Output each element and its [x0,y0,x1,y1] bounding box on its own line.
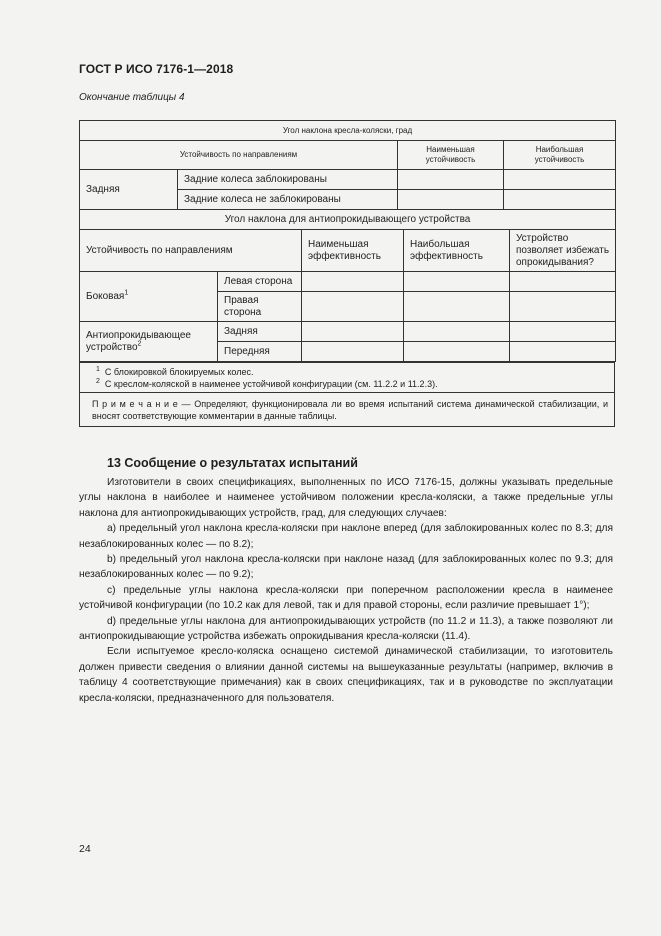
table1-cell [504,170,616,190]
section-heading: 13 Сообщение о результатах испытаний [107,456,358,470]
footnotes-block [80,363,615,393]
table1-cell [398,190,504,210]
table1-rear-unlocked: Задние колеса не заблокированы [178,190,398,210]
table2-cell [510,292,616,322]
table2-row-anti: Антиопрокидывающее устройство$^2$ [80,322,218,362]
footnote-1: $^1$ С блокировкой блокируемых колес. [96,365,254,377]
table2-cell [404,292,510,322]
section-body [79,475,613,706]
table1-header-direction: Устойчивость по направлениям [80,141,398,170]
paragraph-stabilization: Если испытуемое кресло-коляска оснащено системой динамической стабилизации, то изготовитель должен привести сведения о влиянии данной системы на вышеуказанные результаты (например, включив в таблицу 4 соответствующие примечания) как в своих спецификациях, так и в руководстве по эксплуатации кресла-коляски, предназначенного для пользователя. [79,646,613,704]
list-item-c: c) предельные углы наклона кресла-коляски при поперечном расположении кресла в наименее устойчивой конфигурации (по 10.2 как для левой, так и для правой стороны, если различие превышает 1°); [79,584,613,612]
table-footnotes [79,362,615,427]
page-number: 24 [79,843,91,855]
list-item-b: b) предельный угол наклона кресла-коляски при наклоне назад (для заблокированных колес по 9.3; для незаблокированных колес — по 9.2); [79,554,613,581]
table2-header-min-eff: Наименьшая эффективность [302,230,404,272]
table2-cell [404,322,510,342]
table1-row-rear: Задняя [80,170,178,210]
footnote-2: $^2$ С креслом-коляской в наименее устойчивой конфигурации (см. 11.2.2 и 11.2.3). [96,377,438,389]
table2-cell [510,342,616,362]
table2-anti-rear: Задняя [218,322,302,342]
table2-cell [302,322,404,342]
note-text: — Определяют, функционировала ли во время испытаний система динамической стабилизации, и вносят соответствующие комментарии в данные таблицы. [92,398,608,421]
table2-cell [404,272,510,292]
note-label: П р и м е ч а н и е [92,398,178,409]
list-item-d: d) предельные углы наклона для антиопрокидывающих устройств (по 11.2 и 11.3), а также позволяют ли антиопрокидывающие устройства избежать опрокидывания кресла-коляски (11.4). [79,615,613,643]
table2-cell [510,322,616,342]
list-item-a: a) предельный угол наклона кресла-коляски при наклоне вперед (для заблокированных колес по 8.3; для незаблокированных колес — по 8.2); [79,523,613,550]
table-caption: Окончание таблицы 4 [79,92,185,103]
table1-cell [504,190,616,210]
table1-header-max: Наибольшая устойчивость [504,141,616,170]
table2-header-prevent: Устройство позволяет избежать опрокидывания? [510,230,616,272]
table-tilt-angle [79,120,616,210]
table-note [80,393,615,427]
table2-cell [302,342,404,362]
document-title: ГОСТ Р ИСО 7176-1—2018 [79,62,234,76]
table2-side-right: Правая сторона [218,292,302,322]
table1-header-min: Наименьшая устойчивость [398,141,504,170]
table2-row-side: Боковая$^1$ [80,272,218,322]
table2-side-left: Левая сторона [218,272,302,292]
table2-cell [404,342,510,362]
table2-header-direction: Устойчивость по направлениям [80,230,302,272]
table2-title: Угол наклона для антиопрокидывающего устройства [80,210,616,230]
paragraph-intro: Изготовители в своих спецификациях, выполненных по ИСО 7176-15, должны указывать предельные углы наклона в наиболее и наименее устойчивом положении кресла-коляски, а также предельные углы наклона для антиопрокидывающих устройств, град, для следующих случаев: [79,477,613,519]
table1-rear-locked: Задние колеса заблокированы [178,170,398,190]
table2-anti-front: Передняя [218,342,302,362]
table-anti-tip [79,209,616,362]
table2-cell [302,292,404,322]
table2-cell [302,272,404,292]
table1-cell [398,170,504,190]
table1-title: Угол наклона кресла-коляски, град [80,121,616,141]
table2-cell [510,272,616,292]
table2-header-max-eff: Наибольшая эффективность [404,230,510,272]
